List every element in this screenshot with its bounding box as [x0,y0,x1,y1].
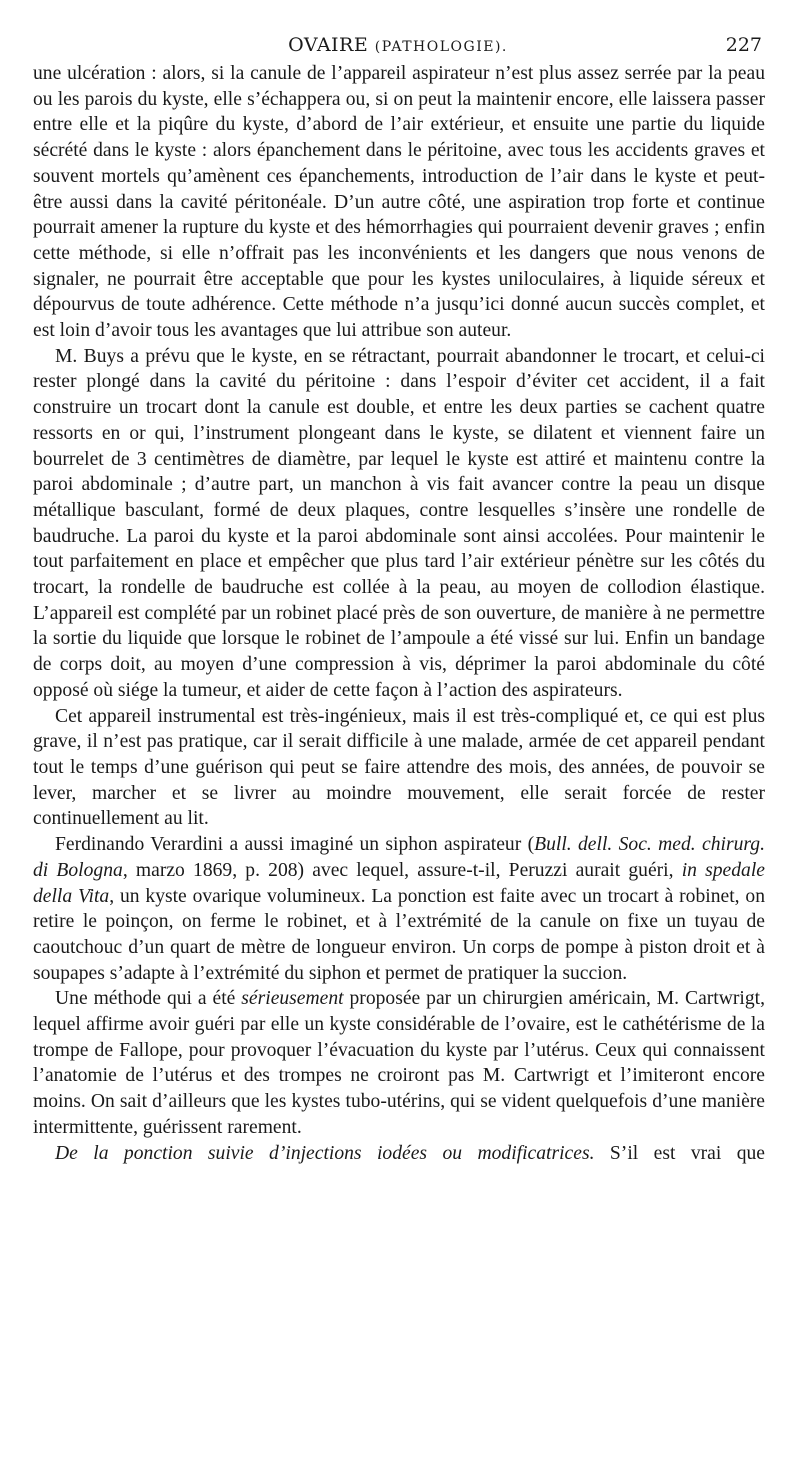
text-segment: Une méthode qui a été [55,988,242,1010]
text-segment: une ulcération : alors, si la canule de l’appareil aspirateur n’est plus assez serrée par la peau ou les parois du kyste, elle s’échappera ou, si on peut la maintenir encore, elle laissera passer entre elle et la piqûre du kyste, d’abord de l’air extérieur, et ensuite une partie du liquide sécrété dans le kyste : alors épanchement dans le péritoine, avec tous les accidents graves et souvent mortels qu’amènent ces épanchements, introduction de l’air dans le kyste et peut-être aussi dans la cavité péritonéale. D’un autre côté, une aspiration trop forte et continue pourrait amener la rupture du kyste et des hémorrhagies qui pourraient devenir graves ; enfin cette méthode, si elle n’offrait pas les inconvénients et les dangers que nous venons de signaler, ne pourrait être acceptable que pour les kystes uniloculaires, à liquide séreux et dépourvus de toute adhérence. Cette méthode n’a jusqu’ici donné aucun succès complet, et est loin d’avoir tous les avantages que lui attribue son auteur. [33,63,765,342]
section-heading-italic: De la ponction suivie d’injections iodées ou modificatrices. [55,1142,595,1164]
paragraph [33,344,765,704]
text-segment: , marzo 1869, p. 208) avec lequel, assure-t-il, Peruzzi aurait guéri, [122,859,682,881]
text-segment: Ferdinando Verardini a aussi imaginé un siphon aspirateur ( [55,834,535,856]
running-title [30,30,766,62]
text-segment: M. Buys a prévu que le kyste, en se rétractant, pourrait abandonner le trocart, et celui-ci rester plongé dans la cavité du péritoine : dans l’espoir d’éviter cet accident, il a fait construire un trocart dont la canule est double, et entre les deux parties se cachent quatre ressorts en or qui, l’instrument plongeant dans le kyste, se dilatent et viennent faire un bourrelet de 3 centimètres de diamètre, par lequel le kyste est attiré et maintenu contre la paroi abdominale ; d’autre part, un manchon à vis fait avancer contre la peau un disque métallique basculant, formé de deux plaques, contre lesquelles s’insère une rondelle de baudruche. La paroi du kyste et la paroi abdominale sont ainsi accolées. Pour maintenir le tout parfaitement en place et empêcher que plus tard l’air extérieur pénètre sur les côtés du trocart, la rondelle de baudruche est collée à la peau, au moyen de collodion élastique. L’appareil est complété par un robinet placé près de son ouverture, de manière à ne permettre la sortie du liquide que lorsque le robinet de l’ampoule a été vissé sur lui. Enfin un bandage de corps doit, au moyen d’une compression à vis, déprimer la paroi abdominale du côté opposé où siége la tumeur, et aider de cette façon à l’action des aspirateurs. [33,345,765,701]
text-segment: proposée par un chirurgien américain, M. Cartwrigt, lequel affirme avoir guéri par elle un kyste considérable de l’ovaire, est le cathétérisme de la trompe de Fallope, pour provoquer l’évacuation du kyste par l’utérus. Ceux qui connaissent l’anatomie de l’utérus et des trompes ne croiront pas M. Cartwrigt et l’imiteront encore moins. On sait d’ailleurs que les kystes tubo-utérins, qui se vident quelquefois d’une manière intermittente, guérissent rarement. [33,988,765,1138]
hospital-name-italic: in spedale della Vita [33,859,765,907]
text-segment: S’il est vrai que [594,1142,766,1164]
paragraph [33,61,765,344]
section-heading-paragraph [33,1141,765,1167]
body-text [33,61,765,1166]
running-title-main: OVAIRE [288,34,375,56]
emphasis-italic: sérieusement [241,988,344,1010]
running-title-sub: (PATHOLOGIE). [374,39,508,55]
running-head [30,30,766,60]
paragraph [33,986,765,1140]
text-segment: , un kyste ovarique volumineux. La ponction est faite avec un trocart à robinet, on retire le poinçon, on ferme le robinet, et à l’extrémité de la canule on fixe un tuyau de caoutchouc d’un quart de mètre de longueur environ. Un corps de pompe à piston droit et à soupapes s’adapte à l’extrémité du siphon et permet de pratiquer la succion. [33,885,765,984]
paragraph [33,832,765,986]
paragraph [33,704,765,833]
page-number: 227 [725,34,762,56]
text-segment: Cet appareil instrumental est très-ingénieux, mais il est très-compliqué et, ce qui est plus grave, il n’est pas pratique, car il serait difficile à une malade, armée de cet appareil pendant tout le temps d’une guérison qui peut se faire attendre des mois, des années, de pouvoir se lever, marcher et se livrer au moindre mouvement, elle serait forcée de rester continuellement au lit. [33,705,765,830]
citation-italic: Bull. dell. Soc. med. chirurg. di Bologna [33,834,765,881]
